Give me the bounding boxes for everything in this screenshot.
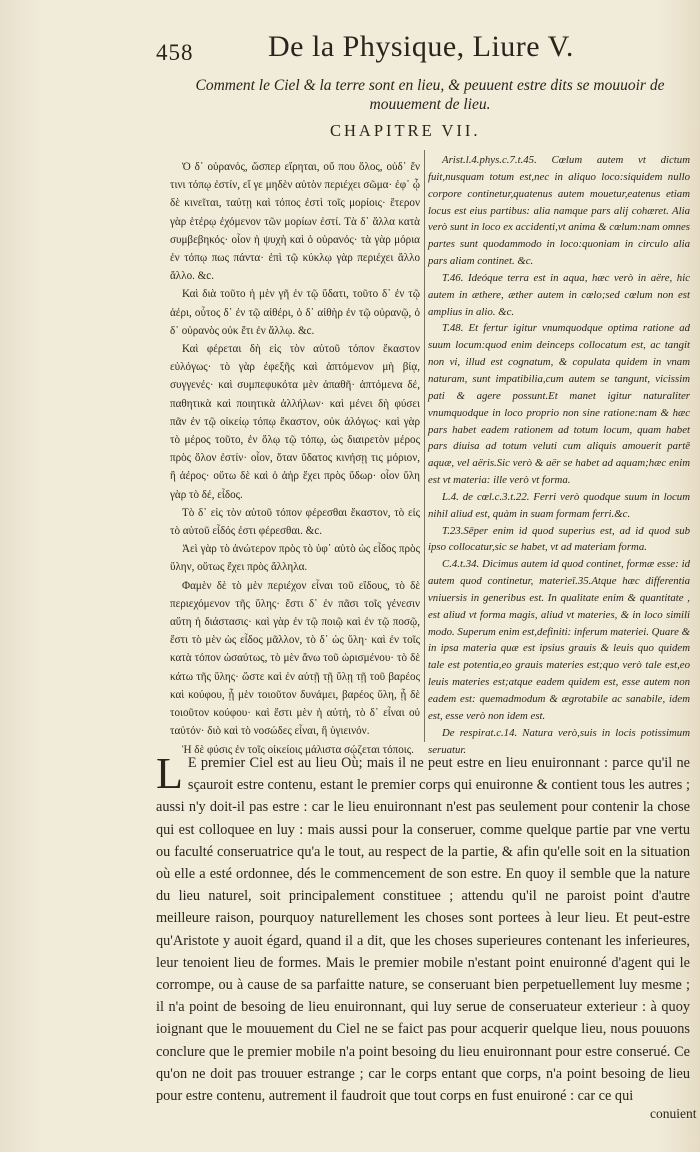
running-head: De la Physique, Liure V. [268, 30, 574, 63]
chapter-heading: CHAPITRE VII. [330, 121, 481, 140]
catchword: conuient [650, 1106, 697, 1121]
greek-paragraph: Καὶ φέρεται δὴ εἰς τὸν αὑτοῦ τόπον ἕκαστον εὐλόγως· τὸ γὰρ ἐφεξῆς καὶ ἁπτόμενον μὴ βίᾳ, συγγενές· καὶ συμπεφυκότα μὲν ἀπαθῆ· ἁπτόμενα δέ, παθητικὰ καὶ ποιητικὰ ἀλλήλων· καὶ μένει δὴ φύσει πᾶν ἐν τῷ οἰκείῳ τόπῳ ἕκαστον, οὐκ ἀλόγως· καὶ γὰρ τὸ μέρος τοῦτο, ἐν ὅλῳ τῷ τόπῳ, ὡς διαιρετὸν μέρος πρὸς ὅλον ἐστίν· οἷον, ὅταν ὕδατος κινήσῃ τις μόριον, ἢ ἀέρος· οὕτω δὲ καὶ ὁ ἀὴρ ἔχει πρὸς ὕδωρ· οἷον ὕλη γὰρ τὸ δέ, εἶδος. [170, 343, 420, 501]
latin-column [428, 152, 690, 758]
latin-paragraph: Arist.l.4.phys.c.7.t.45. Cœlum autem vt dictum fuit,nusquam totum est,nec in aliquo loco:siquidem nullo corpore continetur,quatenus autem mouetur,eatenus etiam locus est eius partibus: alia namque pars alij cohæret. Alia verò sunt in loco ex accidenti,vt anima & cœlum:nam omnes partes sunt quodammodo in loco:quoniam in circulo alia pars aliam continet. &c. [428, 154, 690, 268]
latin-paragraph: C.4.t.34. Dicimus autem id quod continet, formæ esse: id autem quod continetur, materieī.35.Atque hæc differentia vniuersis in generibus est. In qualitate enim & quantitate , est aliud vt forma magis, aliud vt materies, & in loco simili modo. Superum enim est,definiti: inferum materiei. Quare & in ipsa materia quæ est ipsius grauis & leuis quo quidem tale est potentia,eo grauis materies est;quo verò tale est,eo leuis materies est;atque eadem quidem est, esse autem non eadem est: quemadmodum & ægrotabile ac sanabile, idem est, esse verò non idem est. [428, 558, 690, 722]
chapter-subtitle: Comment le Ciel & la terre sont en lieu, & peuuent estre dits se mouuoir de mouuement de lieu. [195, 77, 665, 113]
drop-cap: L [156, 749, 183, 798]
latin-paragraph: T.48. Et fertur igitur vnumquodque optima ratione ad suum locum:quod enim deinceps collocatum est, ac tangit non vi, illud est cognatum, & copulata quidem in vnam naturam, sunt impatibilia,cum autem se tangunt, vicissim pati & agere possunt.Et manet igitur naturaliter vnumquodque in loco proprio non sine ratione:nam & hæc pars habet eadem rationem ad totum locum, quam habet pars diuisa ad totum veluti cum aliquis amouerit partē aquæ, vel aëris.Sic verò & aër se habet ad aquam;hæc enim est vt materia: ille verò vt forma. [428, 322, 690, 487]
french-body-text: E premier Ciel est au lieu Où; mais il ne peut estre en lieu enuironnant : parce qu'il ne sçauroit estre contenu, estant le premier corps qui enuironne & contient tous les autres ; aussi n'y doit-il pas estre : car le lieu enuironnant n'est pas seulement pour contenir la chose qui est colloquee en luy : mais aussi pour la conseruer, comme quelque partie par vne vertu ou faculté conseruatrice qu'a le tout, au respect de la partie, & afin qu'elle soit en la situation où elle a esté ordonnee, dés le commencement de son estre. En quoy il semble que la nature du lieu naturel, soit principalement constituee ; attendu qu'il ne paroist point d'autre meilleure raison, pourquoy naturellement les choses sont portees à leur lieu. Et peut-estre qu'Aristote y auoit égard, quand il a dit, que les choses superieures contenant les inferieures, leur tenoient lieu de formes. Mais le premier mobile n'estant point enuironné d'agent qui le corrompe, ou à cause de sa parfaitte nature, se conseruant bien perpetuellement luy mesme ; il n'a point de besoing de lieu enuironnant, qui luy serue de conseruateur exterieur : à quoy ioignant que le mouuement du Ciel ne se faict pas pour acquerir quelque lieu, nous pouuons conclure que le premier mobile n'a point besoing du lieu enuironnant pour estre conserué. Ce qu'on ne doit pas trouuer estrange ; car le corps entant que corps, n'a point besoing de lieu pour estre contenu, autrement il faudroit que tout corps en fust enuironé : car ce qui [156, 755, 690, 1105]
latin-paragraph: T.23.Sēper enim id quod superius est, ad id quod sub ipso collocatur,sic se habet, vt ad materiam forma. [428, 524, 690, 554]
greek-paragraph: Τὸ δ᾽ εἰς τὸν αὑτοῦ τόπον φέρεσθαι ἕκαστον, τὸ εἰς τὸ αὑτοῦ εἶδός ἐστι φέρεσθαι. &c. [170, 506, 420, 538]
greek-column [170, 158, 420, 759]
latin-paragraph: L.4. de cœl.c.3.t.22. Ferri verò quodque suum in locum nihil aliud est, quàm in suam formam ferri.&c. [428, 490, 690, 520]
greek-paragraph: Ἡ δὲ φύσις ἐν τοῖς οἰκείοις μάλιστα σῴζεται τόποις. [182, 743, 414, 756]
column-divider [424, 150, 425, 742]
page-number: 458 [156, 40, 194, 65]
latin-paragraph: T.46. Ideóque terra est in aqua, hæc verò in aëre, hic autem in æthere, æther autem in cœlo;sed cœlum non est amplius in alio. &c. [428, 271, 690, 318]
latin-paragraph: De respirat.c.14. Natura verò,suis in locis potissimum seruatur. [428, 726, 690, 756]
greek-paragraph: Καὶ διὰ τοῦτο ἡ μὲν γῆ ἐν τῷ ὕδατι, τοῦτο δ᾽ ἐν τῷ ἀέρι, οὗτος δ᾽ ἐν τῷ αἰθέρι, ὁ δ᾽ αἰθὴρ ἐν τῷ οὐρανῷ, ὁ δ᾽ οὐρανὸς οὐκ ἔτι ἐν ἄλλῳ. &c. [170, 288, 420, 337]
greek-paragraph: Ὁ δ᾽ οὐρανός, ὥσπερ εἴρηται, οὔ που ὅλος, οὐδ᾽ ἔν τινι τόπῳ ἐστίν, εἴ γε μηδὲν αὐτὸν περιέχει σῶμα· ἐφ᾽ ᾧ δὲ κινεῖται, ταύτῃ καὶ τόπος ἐστὶ τοῖς μορίοις· ἕτερον γὰρ ἑτέρῳ ἐχόμενον τῶν μορίων ἐστί. Τὰ δ᾽ ἄλλα κατὰ συμβεβηκός· οἷον ἡ ψυχὴ καὶ ὁ οὐρανός· τὰ γὰρ μόρια ἐν τόπῳ πως πάντα· ἐπὶ τῷ κύκλῳ γὰρ περιέχει ἄλλο ἄλλο. &c. [170, 161, 420, 283]
greek-paragraph: Φαμὲν δὲ τὸ μὲν περιέχον εἶναι τοῦ εἴδους, τὸ δὲ περιεχόμενον τῆς ὕλης· ἔστι δ᾽ ἐν πᾶσι τοῖς γένεσιν αὕτη ἡ διάστασις· καὶ γὰρ ἐν τῷ ποιῷ καὶ ἐν τῷ ποσῷ, ἔστι τὸ μὲν ὡς εἶδος μᾶλλον, τὸ δ᾽ ὡς ὕλη· καὶ ἐν τοῖς κατὰ τόπον ὡσαύτως, τὸ μὲν ἄνω τοῦ ὡρισμένου· τὸ δὲ κάτω τῆς ὕλης· ὥστε καὶ ἐν αὐτῇ τῇ ὕλῃ τῇ τοῦ βαρέος καὶ κούφου, ᾗ μὲν τοιοῦτον δυνάμει, βαρέος ὕλη, ᾗ δὲ τοιοῦτον κούφου· καὶ ἔστι μὲν ἡ αὐτή, τὸ δ᾽ εἶναι οὐ ταὐτόν· διὸ καὶ τὸ νοσώδες εἶναι, ἢ ὑγιεινόν. [170, 579, 420, 738]
greek-paragraph: Ἀεὶ γὰρ τὸ ἀνώτερον πρὸς τὸ ὑφ᾽ αὑτὸ ὡς εἶδος πρὸς ὕλην, οὕτως ἔχει πρὸς ἄλληλα. [170, 543, 420, 574]
